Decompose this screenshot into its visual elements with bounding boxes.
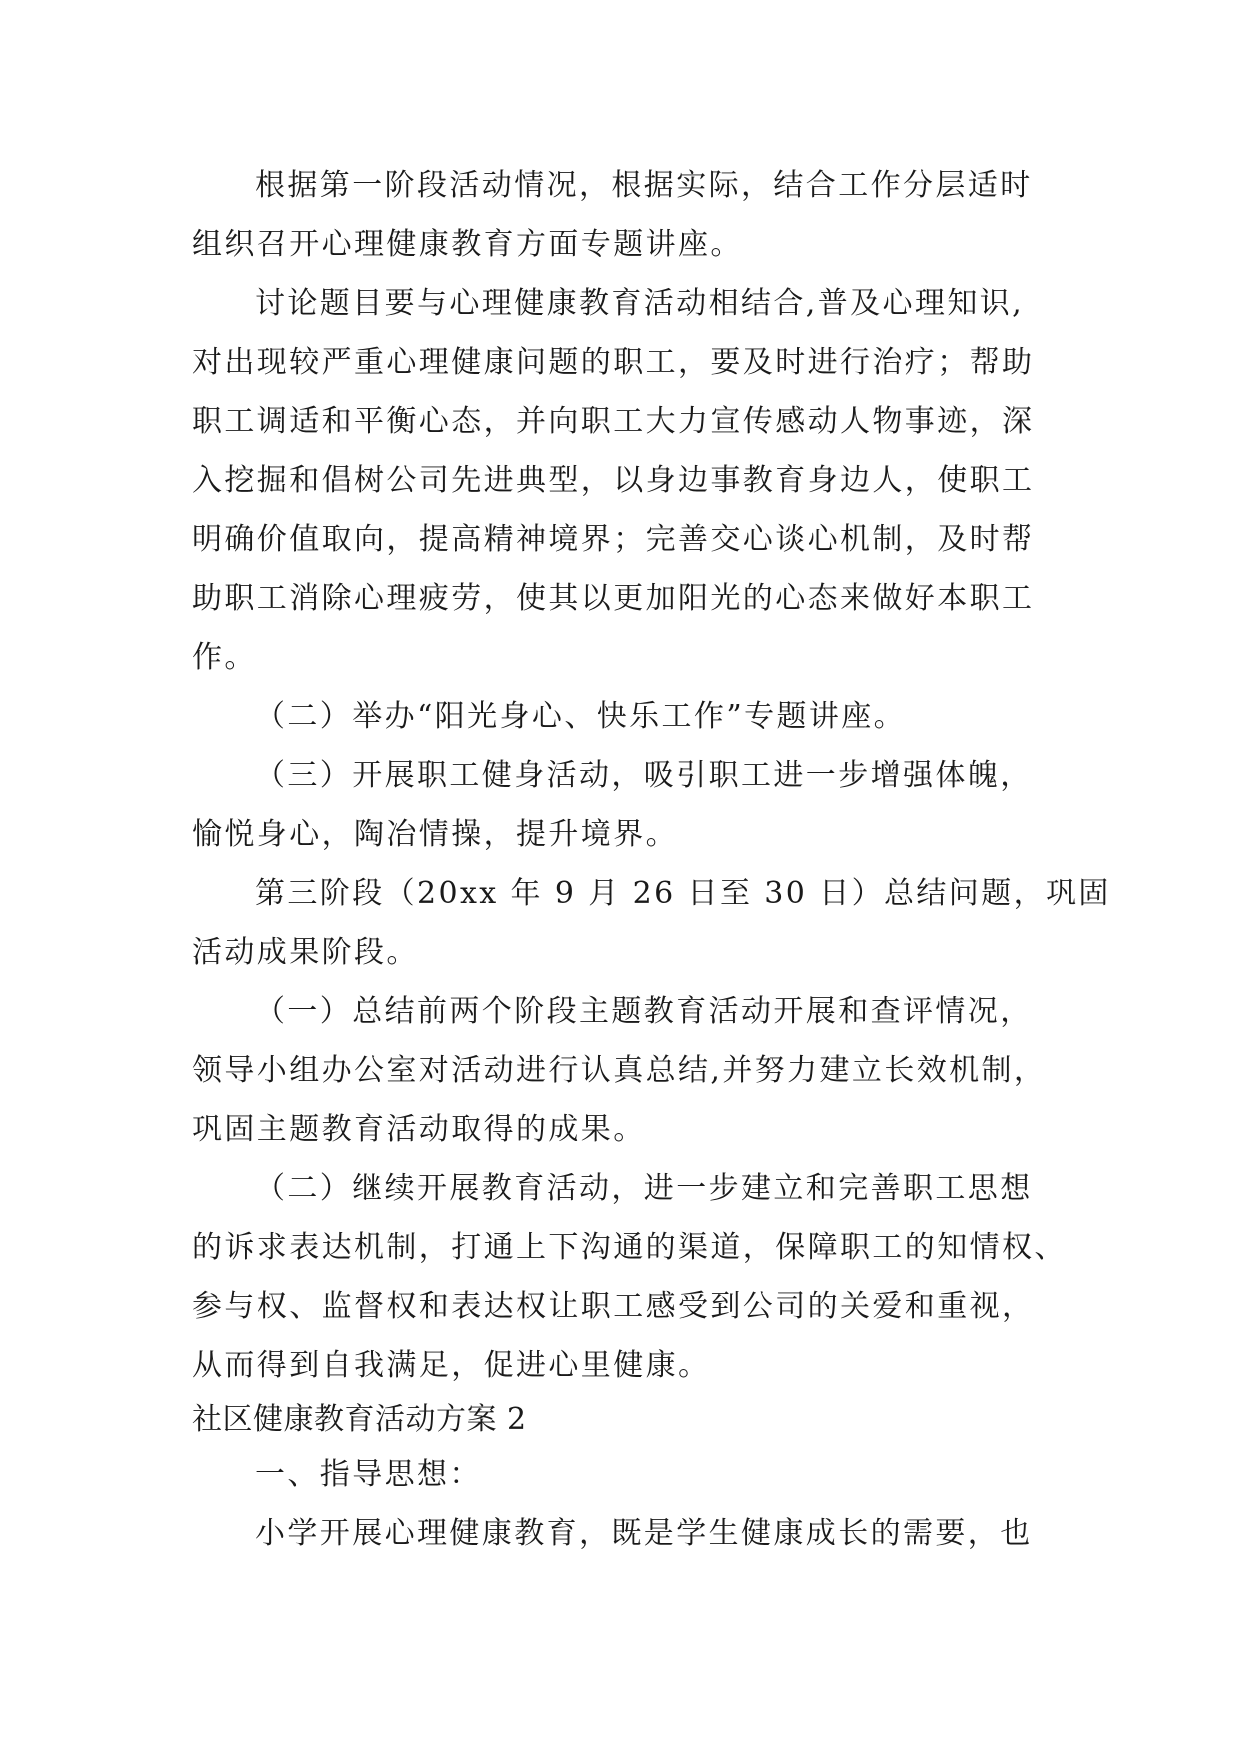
paragraph-line: 职工调适和平衡心态，并向职工大力宣传感动人物事迹，深	[192, 404, 1035, 439]
paragraph-line: 根据第一阶段活动情况，根据实际，结合工作分层适时	[255, 168, 1033, 203]
paragraph-line: 组织召开心理健康教育方面专题讲座。	[192, 227, 743, 262]
paragraph-line: 从而得到自我满足，促进心里健康。	[192, 1348, 711, 1383]
paragraph-line: （一）总结前两个阶段主题教育活动开展和查评情况，	[255, 994, 1033, 1029]
paragraph-line: 明确价值取向，提高精神境界；完善交心谈心机制，及时帮	[192, 522, 1035, 557]
paragraph-line: 入挖掘和倡树公司先进典型，以身边事教育身边人，使职工	[192, 463, 1035, 498]
paragraph-line: 讨论题目要与心理健康教育活动相结合,普及心理知识,	[255, 286, 1025, 321]
paragraph-line: 助职工消除心理疲劳，使其以更加阳光的心态来做好本职工	[192, 581, 1035, 616]
paragraph-line: 第三阶段（20xx 年 9 月 26 日至 30 日）总结问题，巩固	[255, 876, 1111, 911]
paragraph-line: 参与权、监督权和表达权让职工感受到公司的关爱和重视，	[192, 1289, 1035, 1324]
paragraph-line: （二）继续开展教育活动，进一步建立和完善职工思想	[255, 1171, 1033, 1206]
paragraph-line: 领导小组办公室对活动进行认真总结,并努力建立长效机制，	[192, 1053, 1047, 1088]
paragraph-line: 巩固主题教育活动取得的成果。	[192, 1112, 646, 1147]
paragraph-line: 作。	[192, 640, 257, 675]
paragraph-line: （二）举办“阳光身心、快乐工作”专题讲座。	[255, 699, 907, 734]
section-heading: 社区健康教育活动方案 2	[192, 1402, 527, 1437]
paragraph-line: 活动成果阶段。	[192, 935, 419, 970]
paragraph-line: 的诉求表达机制，打通上下沟通的渠道，保障职工的知情权、	[192, 1230, 1067, 1265]
paragraph-line: 对出现较严重心理健康问题的职工，要及时进行治疗；帮助	[192, 345, 1035, 380]
paragraph-line: 愉悦身心，陶冶情操，提升境界。	[192, 817, 678, 852]
paragraph-line: （三）开展职工健身活动，吸引职工进一步增强体魄，	[255, 758, 1033, 793]
paragraph-line: 一、指导思想：	[255, 1457, 482, 1492]
paragraph-line: 小学开展心理健康教育，既是学生健康成长的需要，也	[255, 1516, 1033, 1551]
